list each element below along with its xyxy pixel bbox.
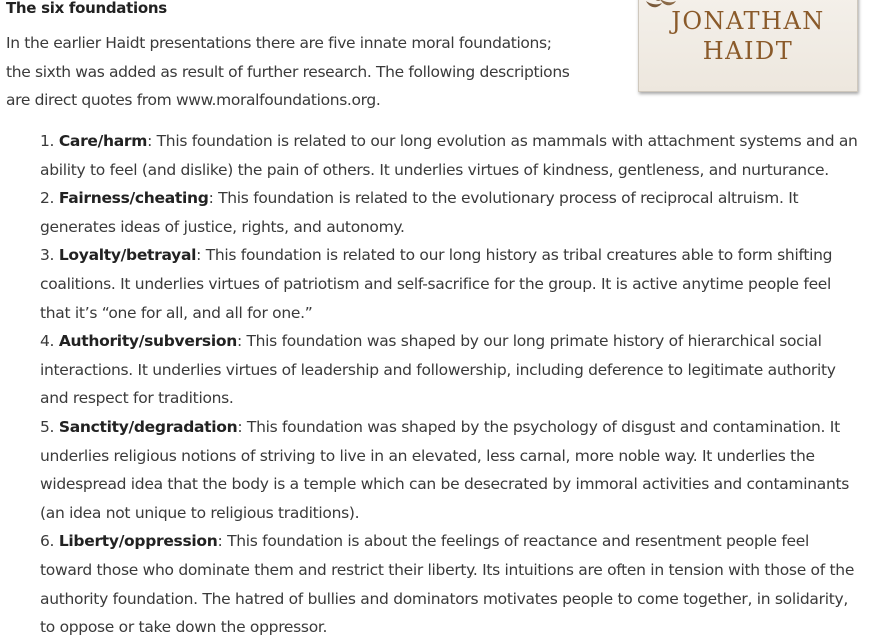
foundation-term: Care/harm [58, 132, 148, 150]
foundation-description: : This foundation was shaped by the psychology of disgust and contamination. It underlies religious notions of striving to live in an elevated, less carnal, more noble way. It underlies the widespread idea that the body is a temple which can be desecrated by immoral activities and contaminants (an idea not unique to religious traditions). [40, 417, 850, 522]
foundation-term: Fairness/cheating [58, 189, 209, 208]
foundation-number: 1. [40, 132, 55, 150]
foundation-description: : This foundation is related to our long evolution as mammals with attachment systems and an ability to feel (and dislike) the pain of others. It underlies virtues of kindness, gentleness, and nurturance. [40, 132, 858, 179]
book-author-line2: HAIDT [702, 37, 794, 65]
foundation-item-authority [40, 327, 862, 413]
foundation-term: Sanctity/degradation [58, 417, 238, 436]
foundation-item-liberty [40, 527, 862, 641]
book-author-line1: JONATHAN [671, 7, 825, 35]
book-author-name [639, 6, 857, 66]
section-heading: The six foundations [6, 0, 167, 17]
foundation-description: : This foundation is related to our long history as tribal creatures able to form shifting coalitions. It underlies virtues of patriotism and self-sacrifice for the group. It is active anytime people feel that it’s “one for all, and all for one.” [40, 246, 833, 322]
foundation-item-sanctity [40, 413, 862, 527]
foundation-description: : This foundation is about the feelings of reactance and resentment people feel toward those who dominate them and restrict their liberty. Its intuitions are often in tension with those of the authority foundation. The hatred of bullies and dominators motivates people to come together, in solidarity, to oppose or take down the oppressor. [40, 532, 855, 637]
foundation-item-care [40, 127, 862, 184]
foundation-item-fairness [40, 184, 862, 241]
foundation-number: 3. [40, 246, 55, 265]
foundation-description: : This foundation was shaped by our long primate history of hierarchical social interactions. It underlies virtues of leadership and followership, including deference to legitimate authority and respect for traditions. [40, 332, 836, 408]
foundation-term: Authority/subversion [58, 332, 237, 351]
foundations-list [40, 127, 862, 642]
book-cover-image[interactable] [638, 0, 858, 92]
foundation-term: Liberty/oppression [58, 532, 218, 551]
intro-paragraph: In the earlier Haidt presentations there are five innate moral foundations; the sixth was added as result of further research. The following descriptions are direct quotes from www.moralfoundations.org. [6, 34, 570, 110]
foundation-number: 5. [40, 417, 55, 436]
foundation-number: 6. [40, 532, 55, 551]
foundation-item-loyalty [40, 241, 862, 327]
foundation-number: 4. [40, 332, 55, 351]
foundation-description: : This foundation is related to the evolutionary process of reciprocal altruism. It generates ideas of justice, rights, and autonomy. [40, 189, 799, 236]
foundation-number: 2. [40, 189, 55, 208]
foundation-term: Loyalty/betrayal [58, 246, 197, 265]
